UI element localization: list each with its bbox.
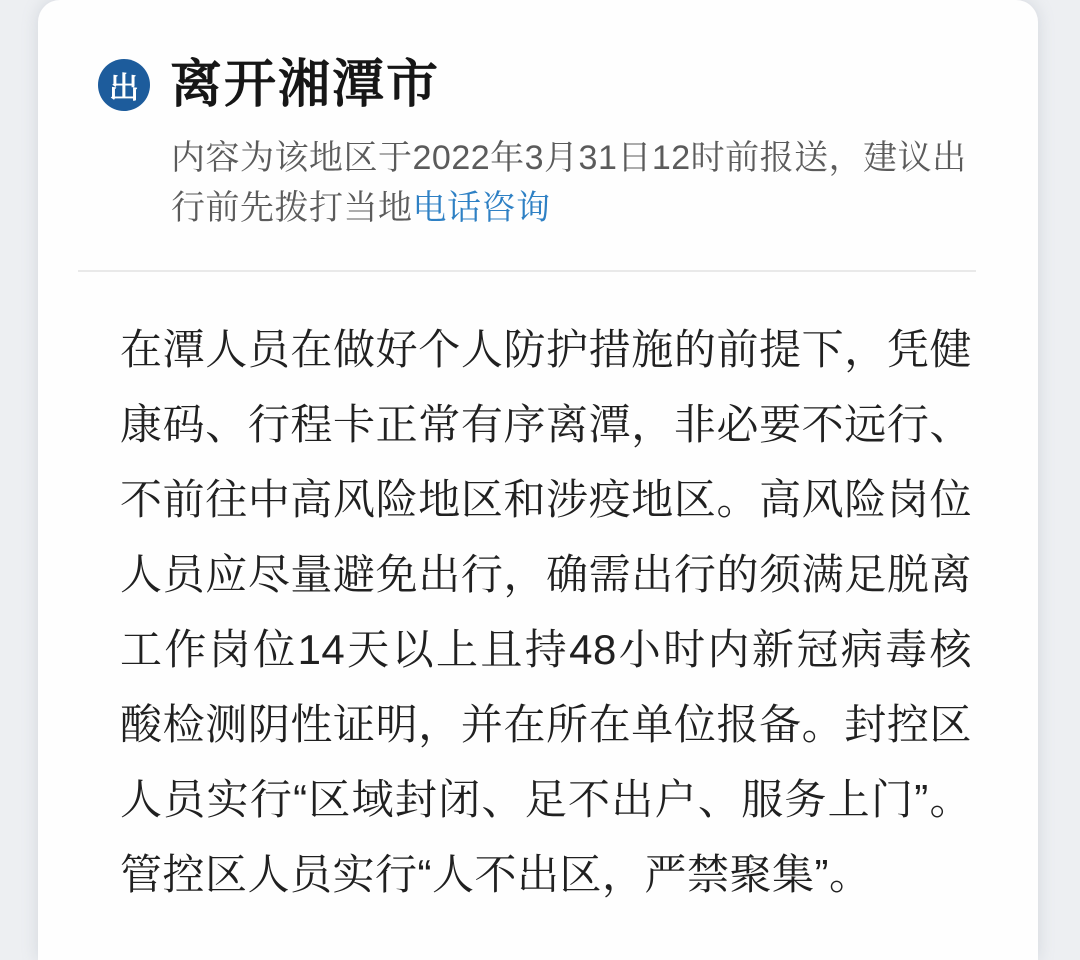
divider [78, 270, 976, 272]
report-time-note [171, 133, 983, 233]
policy-text: 在潭人员在做好个人防护措施的前提下，凭健康码、行程卡正常有序离潭，非必要不远行、不前往中高风险地区和涉疫地区。高风险岗位人员应尽量避免出行，确需出行的须满足脱离工作岗位14天以上且持48小时内新冠病毒核酸检测阴性证明，并在所在单位报备。封控区人员实行“区域封闭、足不出户、服务上门”。管控区人员实行“人不出区，严禁聚集”。 [120, 326, 972, 898]
report-time-text: 内容为该地区于2022年3月31日12时前报送，建议出行前先拨打当地 [171, 139, 967, 227]
page-title: 离开湘潭市 [170, 56, 441, 114]
depart-badge-icon: 出 [98, 59, 150, 111]
phone-consult-link[interactable]: 电话咨询 [412, 189, 551, 227]
travel-policy-card [38, 0, 1038, 960]
card-header [98, 57, 1038, 113]
